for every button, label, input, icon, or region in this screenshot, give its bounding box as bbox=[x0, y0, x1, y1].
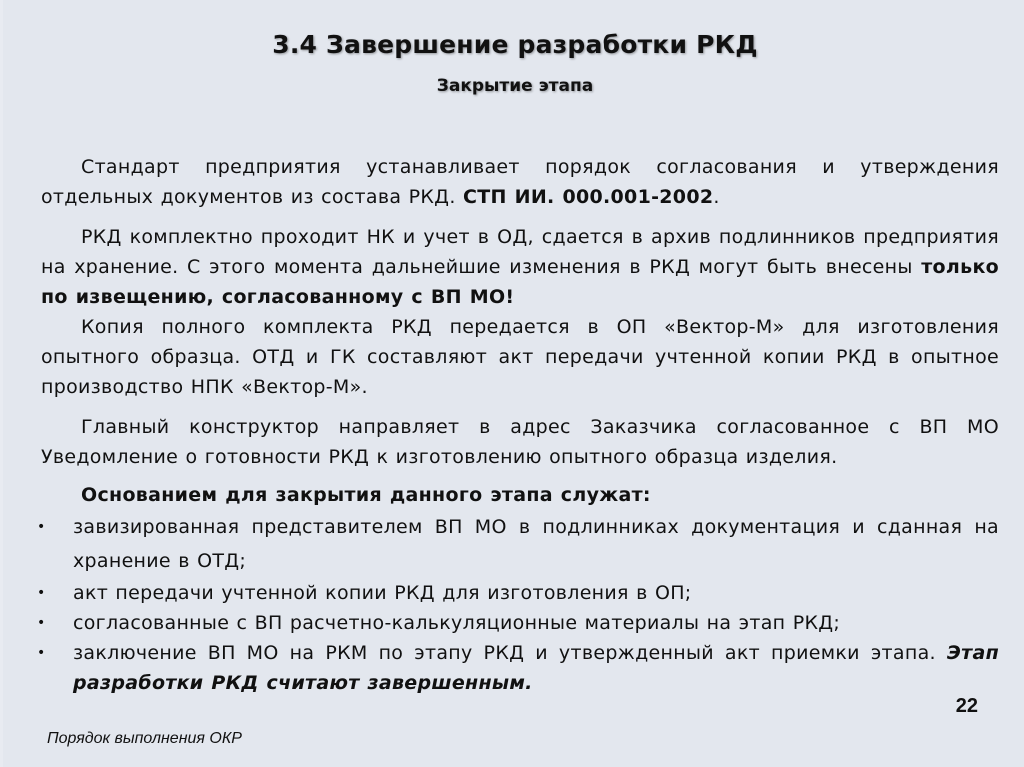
page-number: 22 bbox=[955, 695, 978, 717]
footer-text: Порядок выполнения ОКР bbox=[47, 730, 242, 747]
paragraph-end: ! bbox=[505, 286, 515, 308]
list-item-text: акт передачи учтенной копии РКД для изготовления в ОП; bbox=[73, 582, 692, 604]
bullet-icon: • bbox=[37, 615, 46, 631]
slide-subtitle: Закрытие этапа bbox=[436, 76, 594, 96]
paragraph-standard bbox=[41, 152, 999, 212]
paragraph-chief-designer: Главный конструктор направляет в адрес Заказчика согласованное с ВП МО Уведомление о готовности РКД к изготовлению опытного образца изделия. bbox=[41, 416, 999, 468]
bullet-icon: • bbox=[37, 585, 46, 601]
list-item-text: согласованные с ВП расчетно-калькуляционные материалы на этап РКД; bbox=[73, 612, 841, 634]
paragraph-text: РКД комплектно проходит НК и учет в ОД, сдается в архив подлинников предприятия на хранение. С этого момента дальнейшие изменения в РКД могут быть внесены bbox=[41, 226, 999, 278]
conclusion-emphasis: Этап разработки РКД считают завершенным. bbox=[73, 642, 999, 694]
list-item-text: заключение ВП МО на РКМ по этапу РКД и утвержденный акт приемки этапа. bbox=[73, 642, 947, 664]
paragraph-archive bbox=[41, 222, 999, 312]
slide-title: 3.4 Завершение разработки РКД bbox=[272, 30, 758, 59]
emphasis-notice: только по извещению, согласованному с ВП МО bbox=[41, 256, 999, 308]
list-item bbox=[37, 510, 999, 578]
paragraph-text: Стандарт предприятия устанавливает порядок согласования и утверждения отдельных документов из состава РКД. bbox=[41, 156, 999, 208]
bullet-icon: • bbox=[37, 645, 46, 661]
basis-list bbox=[37, 510, 999, 698]
list-item bbox=[37, 638, 999, 698]
list-item-text: завизированная представителем ВП МО в подлинниках документация и сданная на хранение в ОТД; bbox=[73, 516, 999, 572]
list-item bbox=[37, 578, 999, 608]
basis-heading: Основанием для закрытия данного этапа служат: bbox=[81, 484, 651, 506]
list-item bbox=[37, 608, 999, 638]
bullet-icon: • bbox=[37, 519, 46, 535]
standard-code: СТП ИИ. 000.001-2002 bbox=[463, 186, 714, 208]
slide-body bbox=[37, 152, 999, 698]
paragraph-end: . bbox=[713, 186, 720, 208]
paragraph-copy: Копия полного комплекта РКД передается в ОП «Вектор-М» для изготовления опытного образца. ОТД и ГК составляют акт передачи учтенной копии РКД в опытное производство НПК «Вектор-М». bbox=[41, 316, 999, 398]
